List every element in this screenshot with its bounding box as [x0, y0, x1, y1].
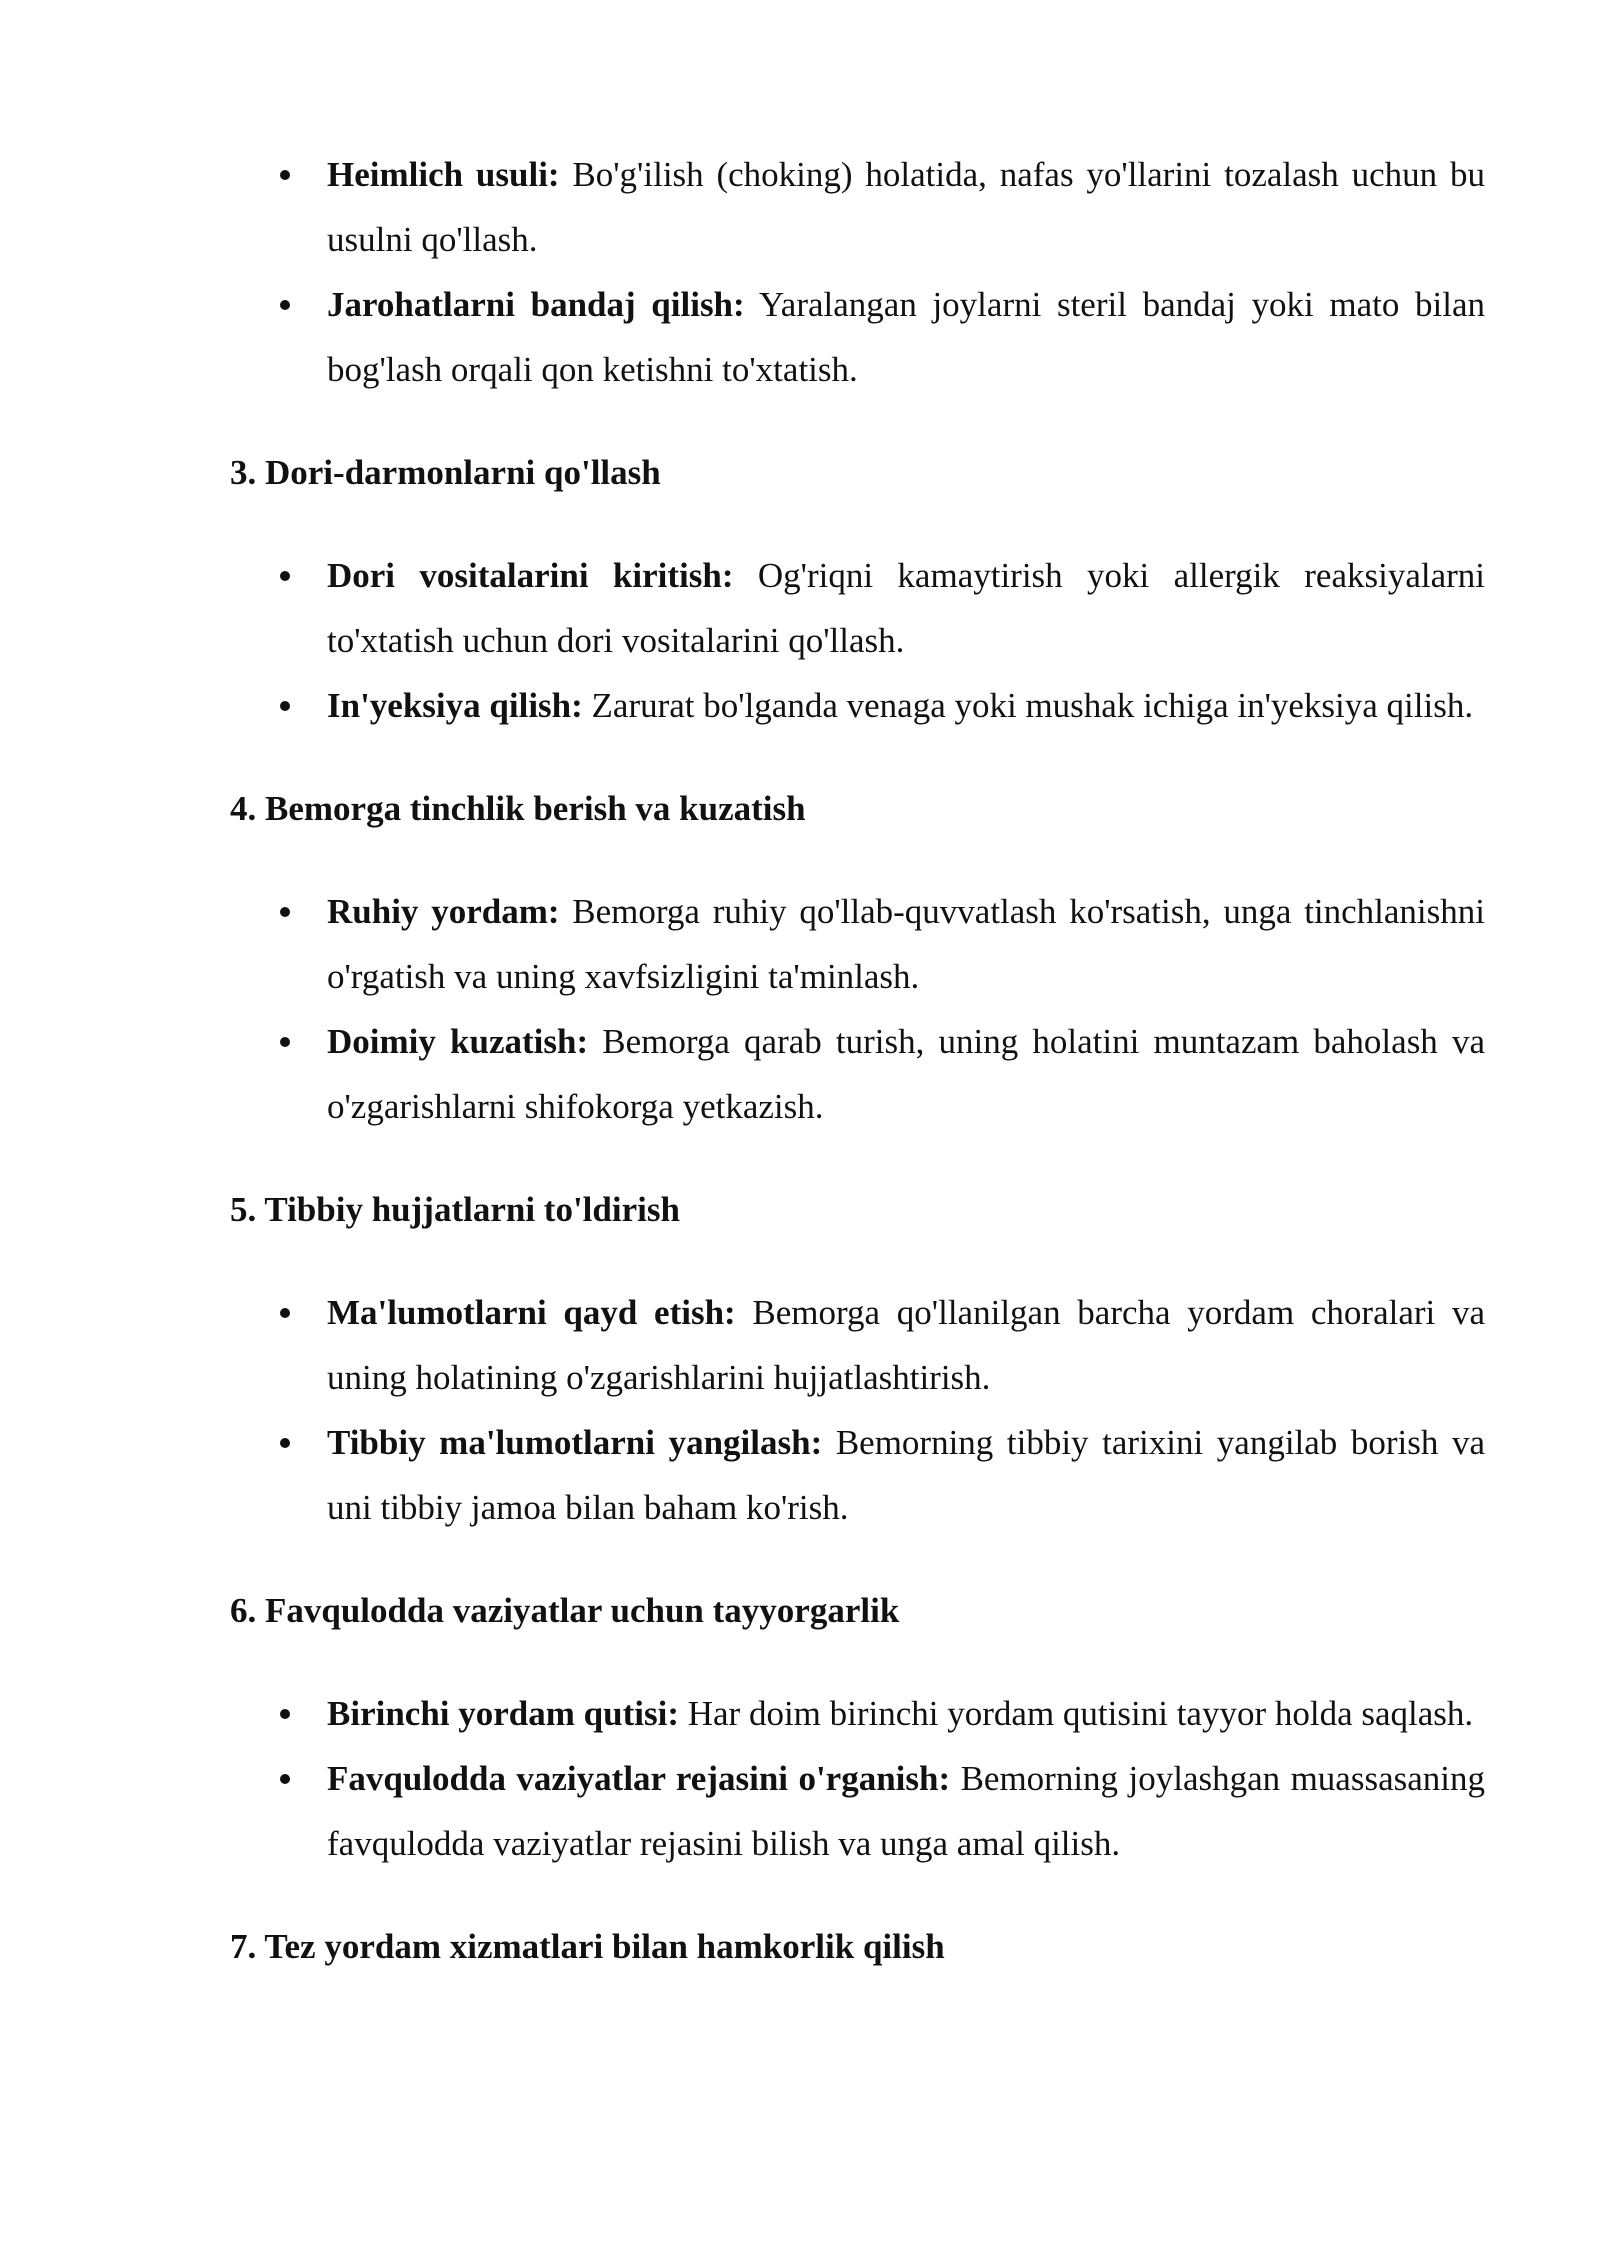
list-item: [230, 272, 1485, 402]
bullet-icon: [280, 1438, 290, 1448]
item-text: Og'riqni kamaytirish yoki allergik reaksiyalarni to'xtatish uchun dori vositalarini qo'llash.: [327, 556, 1485, 660]
list-item: [230, 543, 1485, 673]
item-text: Bemorga ruhiy qo'llab-quvvatlash ko'rsatish, unga tinchlanishni o'rgatish va uning xavfsizligini ta'minlash.: [327, 892, 1485, 996]
section-7: [230, 1914, 1485, 1979]
section-5: [230, 1177, 1485, 1540]
section-title: 6. Favqulodda vaziyatlar uchun tayyorgarlik: [230, 1591, 900, 1630]
item-text: Bo'g'ilish (choking) holatida, nafas yo'llarini tozalash uchun bu usulni qo'llash.: [327, 155, 1485, 259]
list-item: [230, 1009, 1485, 1139]
bullet-list: [230, 543, 1485, 738]
item-term: Birinchi yordam qutisi:: [327, 1694, 679, 1733]
list-item: [230, 1410, 1485, 1540]
list-item: [230, 1280, 1485, 1410]
bullet-list: [230, 1280, 1485, 1540]
item-term: Favqulodda vaziyatlar rejasini o'rganish:: [327, 1759, 951, 1798]
section-6: [230, 1578, 1485, 1876]
item-term: Dori vositalarini kiritish:: [327, 556, 734, 595]
bullet-icon: [280, 1037, 290, 1047]
bullet-list: [230, 1681, 1485, 1876]
item-text: Har doim birinchi yordam qutisini tayyor holda saqlash.: [678, 1694, 1474, 1733]
bullet-icon: [280, 571, 290, 581]
bullet-icon: [280, 300, 290, 310]
section-4: [230, 776, 1485, 1139]
item-term: Doimiy kuzatish:: [327, 1022, 589, 1061]
item-term: Tibbiy ma'lumotlarni yangilash:: [327, 1423, 823, 1462]
bullet-icon: [280, 1774, 290, 1784]
item-term: Jarohatlarni bandaj qilish:: [327, 285, 745, 324]
list-item: [230, 879, 1485, 1009]
list-item: [230, 673, 1485, 738]
section-title: 7. Tez yordam xizmatlari bilan hamkorlik qilish: [230, 1927, 945, 1966]
section-3: [230, 440, 1485, 738]
item-text: Bemorga qarab turish, uning holatini muntazam baholash va o'zgarishlarni shifokorga yetkazish.: [327, 1022, 1485, 1126]
item-term: Ruhiy yordam:: [327, 892, 560, 931]
list-item: [230, 1746, 1485, 1876]
item-term: In'yeksiya qilish:: [327, 686, 583, 725]
item-text: Bemorga qo'llanilgan barcha yordam choralari va uning holatining o'zgarishlarini hujjatlashtirish.: [327, 1293, 1485, 1397]
bullet-icon: [280, 1709, 290, 1719]
bullet-list: [230, 879, 1485, 1139]
list-item: [230, 1681, 1485, 1746]
section-title: 5. Tibbiy hujjatlarni to'ldirish: [230, 1190, 680, 1229]
section-title: 4. Bemorga tinchlik berish va kuzatish: [230, 789, 806, 828]
intro-bullet-list: [230, 142, 1485, 402]
bullet-icon: [280, 170, 290, 180]
item-text: Zarurat bo'lganda venaga yoki mushak ichiga in'yeksiya qilish.: [582, 686, 1474, 725]
section-title: 3. Dori-darmonlarni qo'llash: [230, 453, 661, 492]
item-term: Ma'lumotlarni qayd etish:: [327, 1293, 736, 1332]
item-text: Yaralangan joylarni steril bandaj yoki mato bilan bog'lash orqali qon ketishni to'xtatish.: [327, 285, 1485, 389]
item-term: Heimlich usuli:: [327, 155, 560, 194]
list-item: [230, 142, 1485, 272]
item-text: Bemorning tibbiy tarixini yangilab borish va uni tibbiy jamoa bilan baham ko'rish.: [327, 1423, 1485, 1527]
bullet-icon: [280, 907, 290, 917]
bullet-icon: [280, 1308, 290, 1318]
bullet-icon: [280, 701, 290, 711]
item-text: Bemorning joylashgan muassasaning favqulodda vaziyatlar rejasini bilish va unga amal qilish.: [327, 1759, 1485, 1863]
